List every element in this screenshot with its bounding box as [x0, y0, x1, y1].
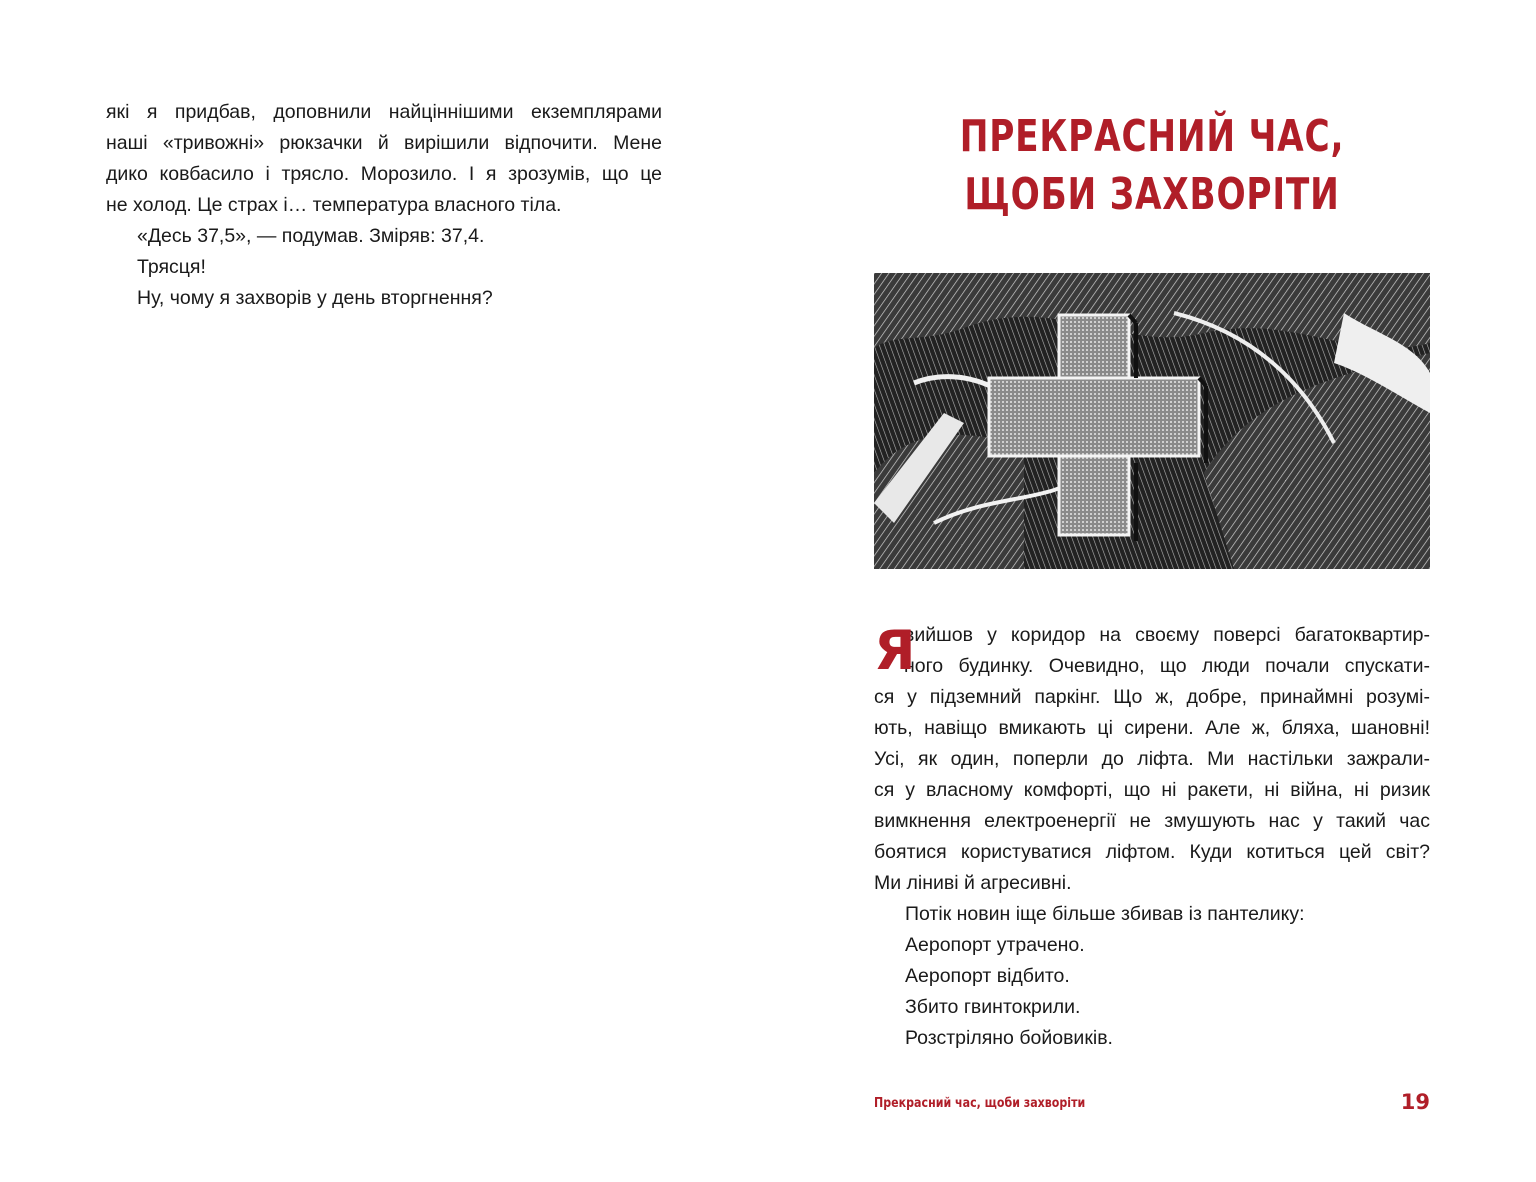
right-page [768, 0, 1536, 1182]
text-line: ють, навіщо вмикають ці сирени. Але ж, бляха, шановні! [874, 717, 1430, 739]
text-line: Ну, чому я захворів у день вторгнення? [137, 287, 493, 309]
page-number: 19 [1400, 1090, 1430, 1114]
text-line: не холод. Це страх і… температура власного тіла. [106, 194, 562, 216]
text-line: «Десь 37,5», — подумав. Зміряв: 37,4. [137, 225, 485, 247]
drop-cap: Я [874, 619, 916, 682]
text-line: наші «тривожні» рюкзачки й вирішили відпочити. Мене [106, 132, 662, 154]
text-line: Розстріляно бойовиків. [905, 1027, 1113, 1049]
pharmacy-cross-illustration [874, 273, 1430, 569]
text-line: Збито гвинтокрили. [905, 996, 1081, 1018]
chapter-title-line: ПРЕКРАСНИЙ ЧАС, [959, 111, 1345, 162]
text-line: Трясця! [137, 256, 206, 278]
text-line: дико ковбасило і трясло. Морозило. І я зрозумів, що це [106, 163, 662, 185]
right-page-text [874, 620, 1430, 1054]
illustration-svg [874, 273, 1430, 569]
text-line: вийшов у коридор на своєму поверсі багатоквартир- [904, 624, 1430, 646]
text-line: Потік новин іще більше збивав із пантелику: [905, 903, 1305, 925]
text-line: ся у підземний паркінг. Що ж, добре, принаймні розумі- [874, 686, 1430, 708]
left-page-text [106, 97, 662, 314]
chapter-title [935, 108, 1369, 224]
chapter-title-line: ЩОБИ ЗАХВОРІТИ [964, 169, 1340, 220]
text-line: вимкнення електроенергії не змушують нас у такий час [874, 810, 1430, 832]
running-title: Прекрасний час, щоби захворіти [874, 1096, 1086, 1111]
text-line: Ми ліниві й агресивні. [874, 872, 1072, 894]
text-line: які я придбав, доповнили найціннішими екземплярами [106, 101, 662, 123]
text-line: ного будинку. Очевидно, що люди почали спускати- [904, 655, 1430, 677]
text-line: Усі, як один, поперли до ліфта. Ми настільки зажрали- [874, 748, 1430, 770]
text-line: ся у власному комфорті, що ні ракети, ні війна, ні ризик [874, 779, 1430, 801]
text-line: боятися користуватися ліфтом. Куди котиться цей світ? [874, 841, 1430, 863]
text-line: Аеропорт відбито. [905, 965, 1070, 987]
text-line: Аеропорт утрачено. [905, 934, 1085, 956]
